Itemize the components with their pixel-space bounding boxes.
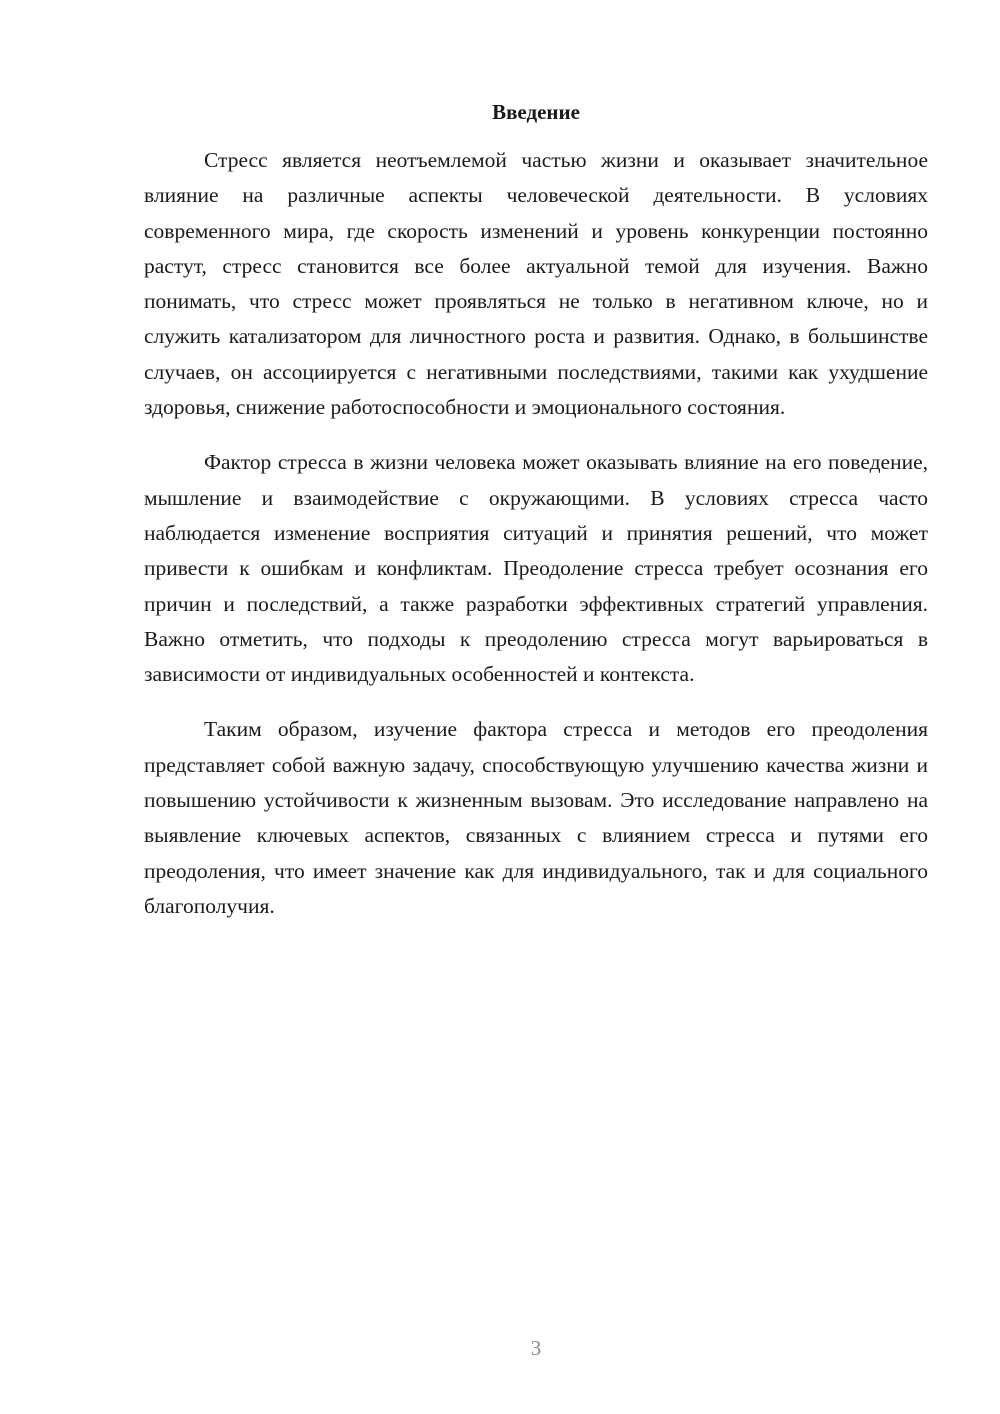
body-text <box>144 143 928 944</box>
paragraph-1: Стресс является неотъемлемой частью жизни и оказывает значительное влияние на различные аспекты человеческой деятельности. В условиях современного мира, где скорость изменений и уровень конкуренции постоянно растут, стресс становится все более актуальной темой для изучения. Важно понимать, что стресс может проявляться не только в негативном ключе, но и служить катализатором для личностного роста и развития. Однако, в большинстве случаев, он ассоциируется с негативными последствиями, такими как ухудшение здоровья, снижение работоспособности и эмоционального состояния. <box>144 148 928 420</box>
paragraph-2: Фактор стресса в жизни человека может оказывать влияние на его поведение, мышление и взаимодействие с окружающими. В условиях стресса часто наблюдается изменение восприятия ситуаций и принятия решений, что может привести к ошибкам и конфликтам. Преодоление стресса требует осознания его причин и последствий, а также разработки эффективных стратегий управления. Важно отметить, что подходы к преодолению стресса могут варьироваться в зависимости от индивидуальных особенностей и контекста. <box>144 450 928 687</box>
section-heading: Введение <box>492 100 580 124</box>
page-number: 3 <box>530 1336 542 1360</box>
paragraph-3: Таким образом, изучение фактора стресса и методов его преодоления представляет собой важную задачу, способствующую улучшению качества жизни и повышению устойчивости к жизненным вызовам. Это исследование направлено на выявление ключевых аспектов, связанных с влиянием стресса и путями его преодоления, что имеет значение как для индивидуального, так и для социального благополучия. <box>144 717 928 918</box>
